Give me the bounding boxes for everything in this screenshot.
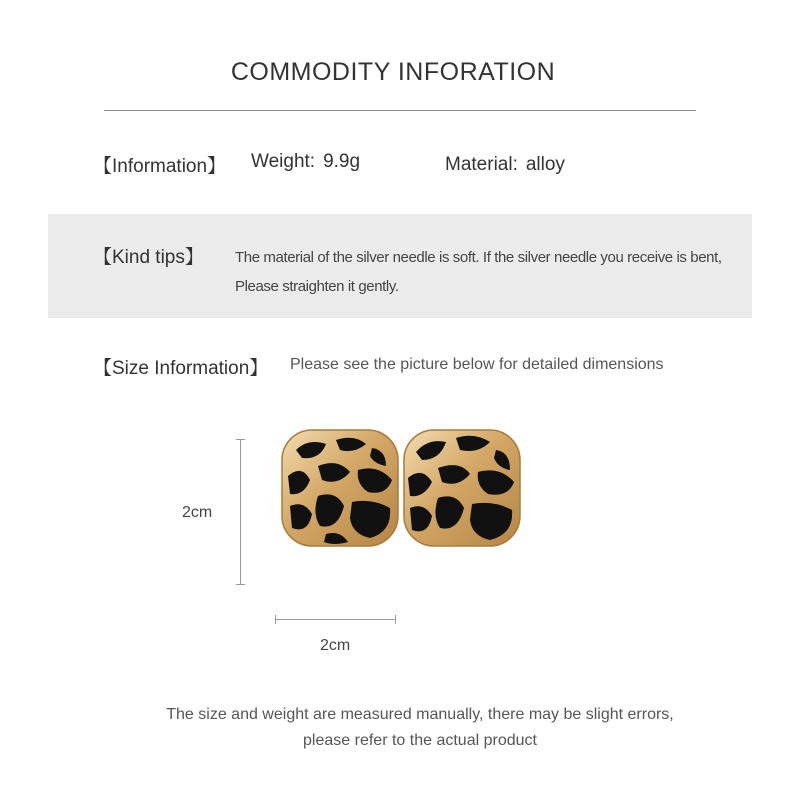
title-divider (104, 110, 696, 111)
right-earring (404, 430, 520, 546)
kind-tips-panel (48, 214, 752, 318)
height-dimension-line (240, 440, 241, 585)
measurement-disclaimer (120, 702, 720, 754)
material-label: Material: (445, 154, 518, 175)
height-dimension-cap-bottom (236, 584, 245, 585)
width-dimension-line (276, 619, 396, 620)
size-information-description: Please see the picture below for detailed dimensions (290, 356, 664, 373)
material-value: alloy (525, 154, 565, 175)
kind-tips-text (235, 243, 740, 301)
size-information-label: 【Size Information】 (93, 358, 269, 379)
weight-spec (251, 151, 360, 173)
width-dimension-cap-left (275, 615, 276, 624)
information-label: 【Information】 (93, 156, 227, 177)
width-dimension-label: 2cm (320, 637, 351, 654)
disclaimer-line-2: please refer to the actual product (303, 732, 537, 749)
weight-value: 9.9g (323, 151, 361, 172)
disclaimer-line-1: The size and weight are measured manually, there may be slight errors, (166, 706, 674, 723)
page-title: COMMODITY INFORATION (230, 58, 556, 86)
kind-tips-line-1: The material of the silver needle is soft. If the silver needle you receive is bent, (235, 249, 722, 266)
weight-label: Weight: (251, 151, 316, 172)
left-earring (282, 430, 398, 546)
height-dimension-cap-top (236, 439, 245, 440)
kind-tips-label: 【Kind tips】 (93, 247, 204, 268)
width-dimension-cap-right (395, 615, 396, 624)
kind-tips-line-2: Please straighten it gently. (235, 278, 399, 295)
earrings-product-image (280, 428, 525, 550)
height-dimension-label: 2cm (182, 504, 213, 521)
material-spec (445, 154, 565, 176)
